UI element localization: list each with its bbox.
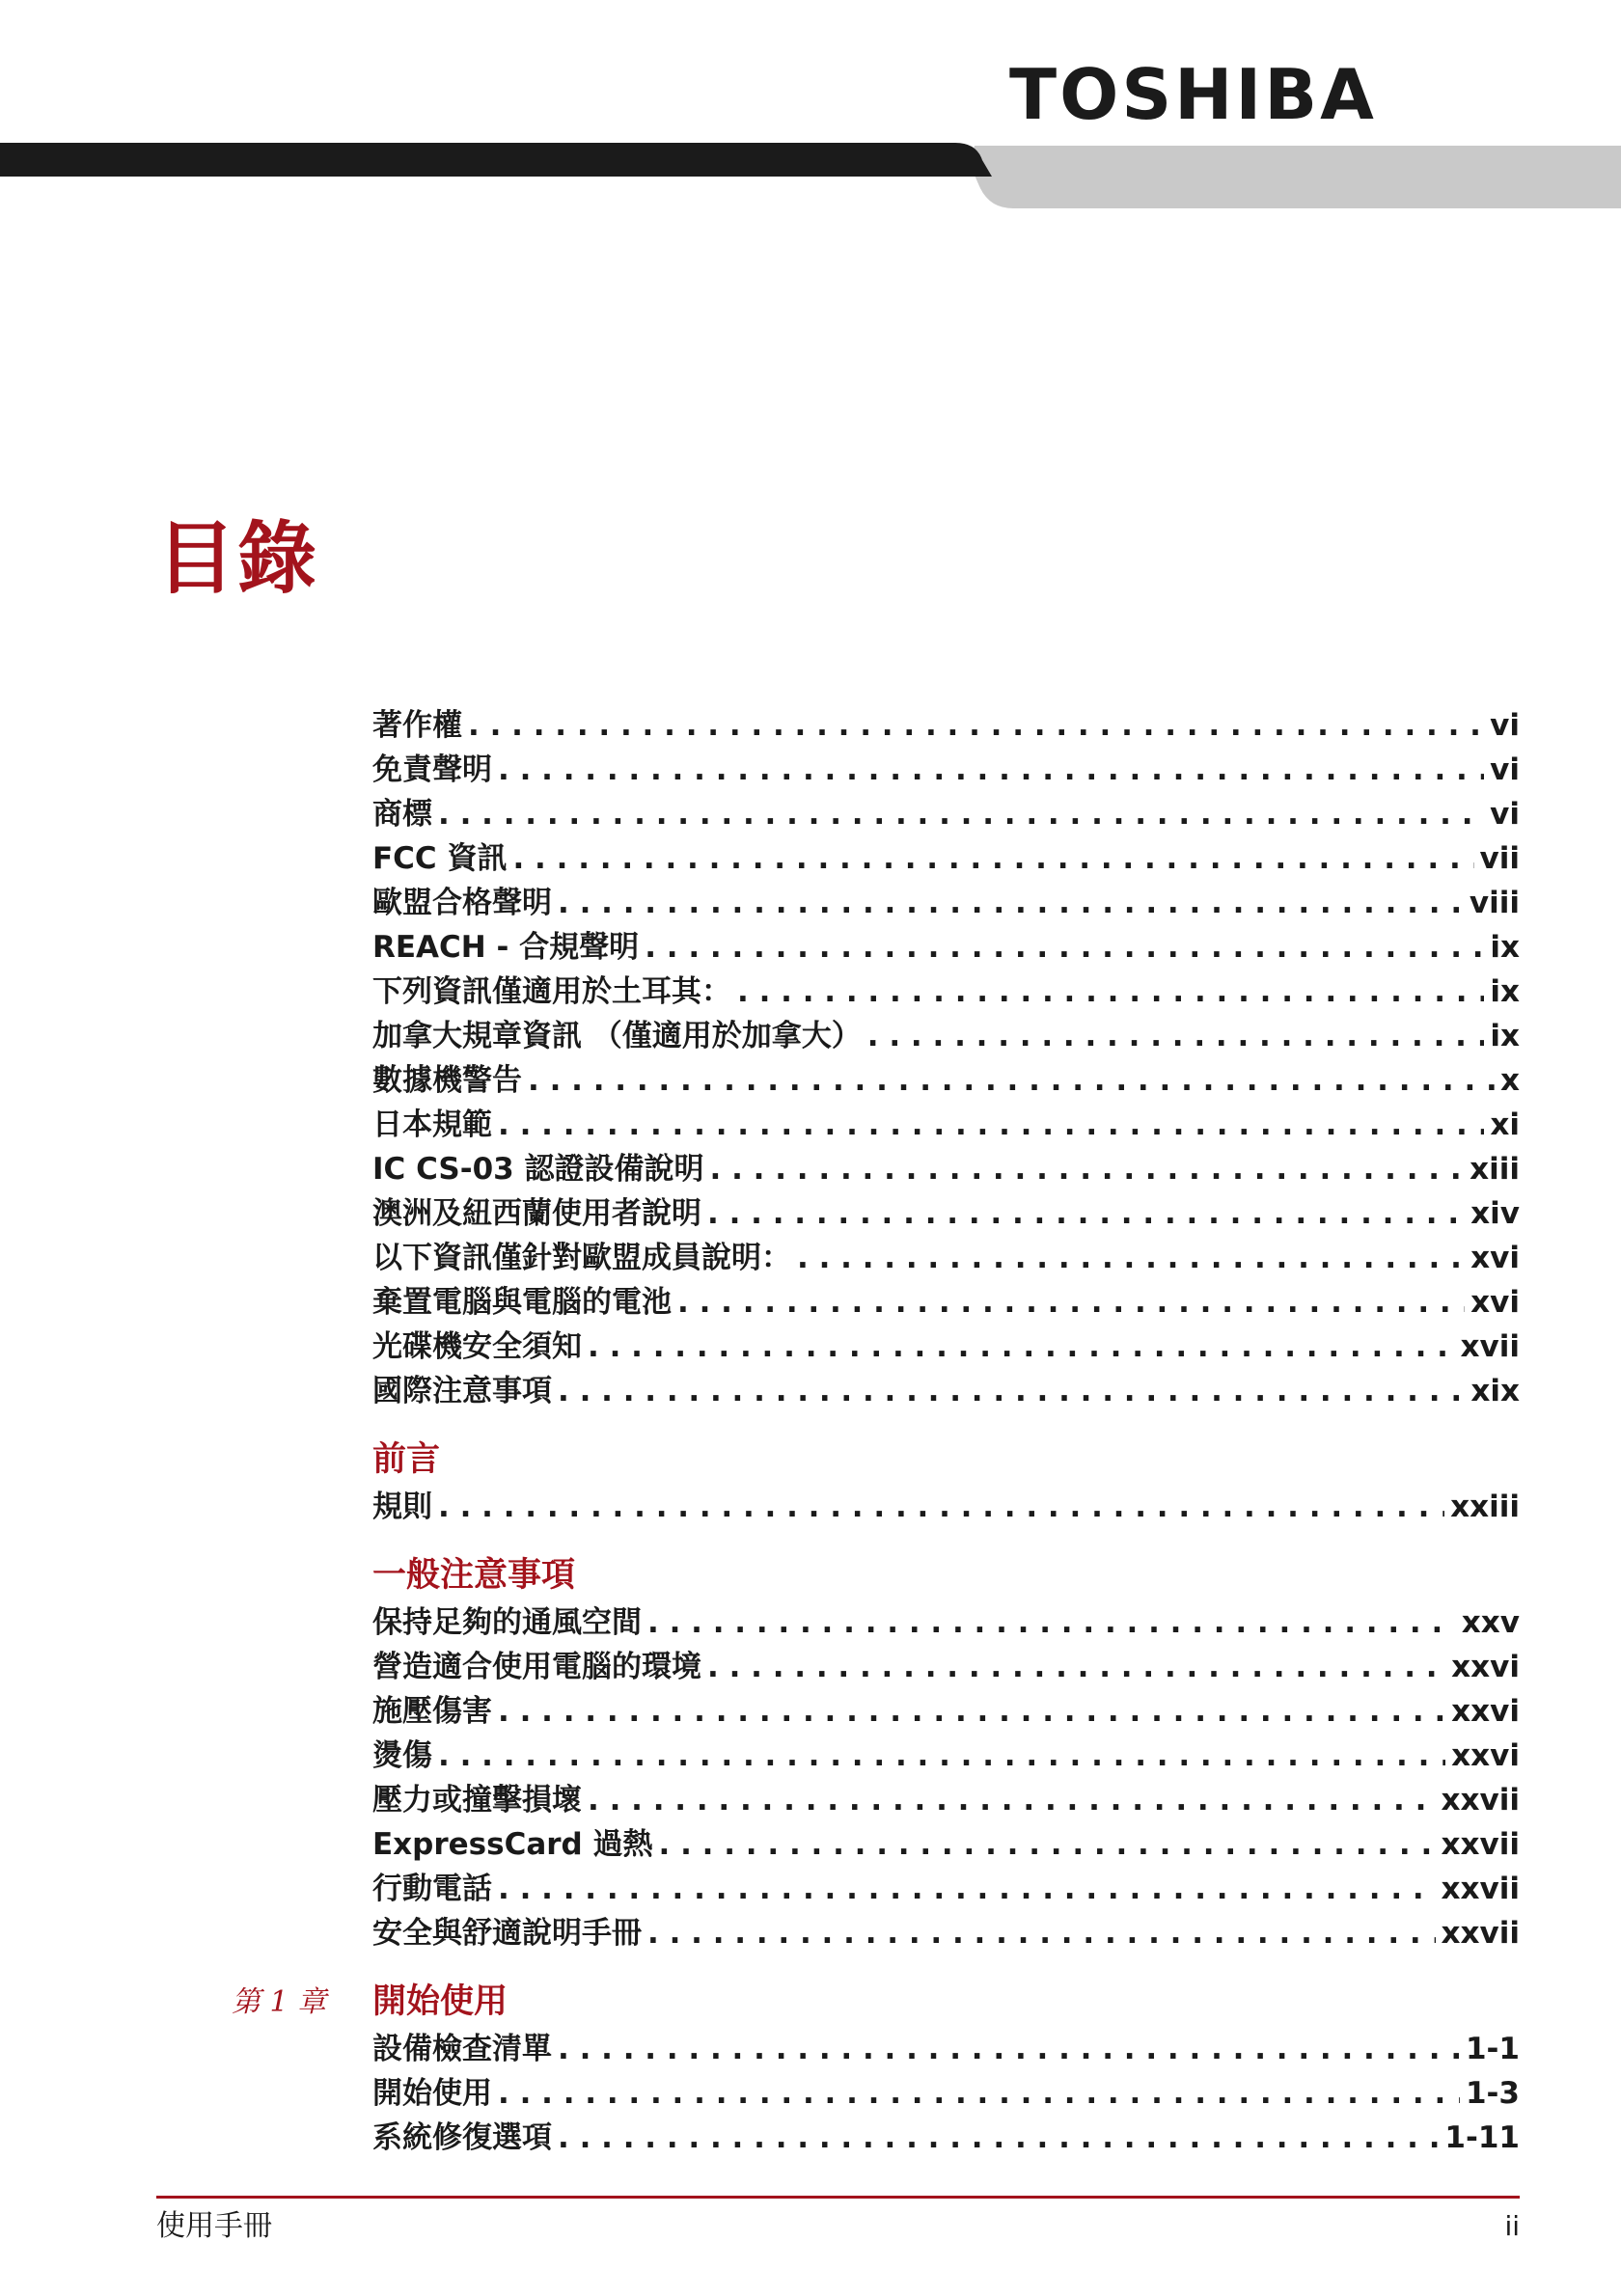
dot-leader (438, 1488, 1444, 1526)
toc-entry-label: 下列資訊僅適用於土耳其： (372, 974, 731, 1009)
toc-entry-label: REACH - 合規聲明 (372, 930, 640, 965)
toc-entry-page: xxvii (1441, 1783, 1520, 1818)
toc-entry[interactable] (372, 967, 1520, 1011)
toc-entry-label: 開始使用 (372, 2076, 492, 2111)
toc-entry-page: xi (1490, 1107, 1520, 1142)
dot-leader (647, 1914, 1436, 1953)
toc-entry[interactable] (372, 1686, 1520, 1731)
toc-entry-label: 日本規範 (372, 1107, 492, 1142)
toc-entry-page: viii (1469, 886, 1520, 920)
toc-entry-page: vi (1490, 752, 1520, 787)
toc-entry-label: 系統修復選項 (372, 2120, 552, 2155)
toc-entry-label: 燙傷 (372, 1738, 432, 1773)
header-swoosh-band (0, 143, 1621, 210)
footer-page-number: ii (1504, 2210, 1520, 2242)
toc-entry-page: 1-3 (1465, 2076, 1520, 2111)
dot-leader (438, 1736, 1445, 1775)
dot-leader (867, 1017, 1485, 1055)
toc-entry-page: xxvii (1441, 1827, 1520, 1862)
toc-entry-label: 著作權 (372, 708, 462, 743)
dot-leader (438, 795, 1484, 834)
toc-entry[interactable] (372, 1189, 1520, 1233)
toc-entry-label: 設備檢查清單 (372, 2032, 552, 2066)
toc-entry[interactable] (372, 1731, 1520, 1775)
toc-entry[interactable] (372, 1322, 1520, 1366)
toc-entry[interactable] (372, 2113, 1520, 2157)
toc-entry-page: xxvi (1451, 1738, 1520, 1773)
toc-entry-list (232, 2024, 1520, 2157)
dot-leader (710, 1150, 1465, 1189)
dot-leader (498, 751, 1484, 789)
toc-entry-label: 壓力或撞擊損壞 (372, 1783, 582, 1818)
toc-entry[interactable] (372, 922, 1520, 967)
dot-leader (588, 1781, 1436, 1819)
dot-leader (498, 1106, 1484, 1144)
toc-group-header (232, 1980, 1520, 2024)
toc-group-header (232, 1437, 1520, 1482)
toc-group (232, 700, 1520, 1410)
toc-entry-page: ix (1490, 930, 1520, 965)
toc-entry-label: ExpressCard 過熱 (372, 1827, 653, 1862)
dot-leader (707, 1194, 1465, 1233)
dot-leader (528, 1061, 1495, 1100)
toc-entry[interactable] (372, 700, 1520, 745)
toc-entry-page: ix (1490, 974, 1520, 1009)
toc-entry-page: ix (1490, 1019, 1520, 1053)
toc-entry[interactable] (372, 1277, 1520, 1322)
toc-entry-label: 保持足夠的通風空間 (372, 1605, 642, 1640)
toc-entry-page: xiv (1470, 1196, 1520, 1231)
section-heading-link[interactable]: 開始使用 (372, 1982, 508, 2021)
toc-entry-label: 商標 (372, 797, 432, 832)
toc-entry[interactable] (372, 1366, 1520, 1410)
toc-entry-page: xxv (1461, 1605, 1520, 1640)
toc-group-header (232, 1553, 1520, 1598)
toc-entry-page: xiii (1470, 1152, 1520, 1187)
toc-entry-label: 以下資訊僅針對歐盟成員說明： (372, 1241, 791, 1275)
dot-leader (558, 2118, 1439, 2157)
dot-leader (498, 1692, 1445, 1731)
dot-leader (558, 884, 1464, 922)
dot-leader (498, 2074, 1460, 2113)
toc-group (232, 1553, 1520, 1953)
toc-entry-page: xvi (1470, 1241, 1520, 1275)
toc-entry[interactable] (372, 1642, 1520, 1686)
dot-leader (659, 1825, 1436, 1864)
dot-leader (737, 972, 1484, 1011)
toc-entry-list (232, 700, 1520, 1410)
toc-entry-label: 國際注意事項 (372, 1374, 552, 1408)
toc-entry-label: 澳洲及紐西蘭使用者說明 (372, 1196, 701, 1231)
dot-leader (498, 1870, 1436, 1908)
toc-entry-label: IC CS-03 認證設備說明 (372, 1152, 704, 1187)
toc-entry[interactable] (372, 1775, 1520, 1819)
dot-leader (588, 1327, 1455, 1366)
toc-entry-label: 棄置電腦與電腦的電池 (372, 1285, 672, 1320)
toc-entry[interactable] (372, 1908, 1520, 1953)
toc-entry-label: 歐盟合格聲明 (372, 886, 552, 920)
toc-entry[interactable] (372, 834, 1520, 878)
dot-leader (468, 706, 1484, 745)
toc-entry[interactable] (372, 1100, 1520, 1144)
toc-entry-page: xxvi (1451, 1650, 1520, 1684)
toc-entry[interactable] (372, 745, 1520, 789)
toc-entry-list (232, 1482, 1520, 1526)
dot-leader (558, 1372, 1465, 1410)
toc-entry-label: 行動電話 (372, 1872, 492, 1906)
toc-entry-page: xxvi (1451, 1694, 1520, 1729)
footer-manual-label: 使用手冊 (156, 2209, 272, 2243)
dot-leader (647, 1603, 1456, 1642)
toc-entry-page: vi (1490, 797, 1520, 832)
section-heading-link[interactable]: 一般注意事項 (372, 1556, 576, 1595)
toc-entry[interactable] (372, 1055, 1520, 1100)
table-of-contents (232, 700, 1520, 2157)
toc-entry-label: 規則 (372, 1490, 432, 1524)
dot-leader (707, 1648, 1445, 1686)
toc-entry-page: 1-1 (1465, 2032, 1520, 2066)
toc-entry-page: xvii (1460, 1329, 1520, 1364)
toc-entry-list (232, 1598, 1520, 1953)
toc-entry-page: xxiii (1450, 1490, 1520, 1524)
footer-rule (156, 2196, 1520, 2199)
toc-entry[interactable] (372, 1864, 1520, 1908)
toc-entry-page: xix (1470, 1374, 1520, 1408)
toc-entry-label: 安全與舒適說明手冊 (372, 1916, 642, 1951)
toc-entry-page: vii (1479, 841, 1520, 876)
toc-entry[interactable] (372, 2068, 1520, 2113)
toc-entry-page: xxvii (1441, 1872, 1520, 1906)
toc-entry-label: 數據機警告 (372, 1063, 522, 1098)
toc-entry[interactable] (372, 2024, 1520, 2068)
dot-leader (512, 839, 1473, 878)
toc-entry-label: 免責聲明 (372, 752, 492, 787)
toc-entry-label: 光碟機安全須知 (372, 1329, 582, 1364)
toc-entry-label: 加拿大規章資訊 （僅適用於加拿大） (372, 1019, 862, 1053)
toc-entry[interactable] (372, 789, 1520, 834)
dot-leader (677, 1283, 1465, 1322)
toc-entry[interactable] (372, 1598, 1520, 1642)
toc-entry-page: vi (1490, 708, 1520, 743)
toc-group (232, 1437, 1520, 1526)
toc-entry-page: xxvii (1441, 1916, 1520, 1951)
toc-entry[interactable] (372, 1482, 1520, 1526)
toc-entry[interactable] (372, 1011, 1520, 1055)
toc-entry-page: xvi (1470, 1285, 1520, 1320)
dot-leader (558, 2030, 1460, 2068)
toc-group (232, 1980, 1520, 2157)
toc-entry[interactable] (372, 1233, 1520, 1277)
chapter-label: 第 1 章 (232, 1985, 327, 2019)
toshiba-logo: TOSHIBA (1009, 54, 1377, 135)
toc-entry[interactable] (372, 1819, 1520, 1864)
toc-entry-label: 營造適合使用電腦的環境 (372, 1650, 701, 1684)
toc-entry[interactable] (372, 878, 1520, 922)
toc-entry-label: 施壓傷害 (372, 1694, 492, 1729)
section-heading-link[interactable]: 前言 (372, 1440, 441, 1479)
toc-entry-page: x (1500, 1063, 1520, 1098)
toc-entry-page: 1-11 (1444, 2120, 1520, 2155)
page-title: 目錄 (156, 513, 319, 605)
dot-leader (645, 928, 1484, 967)
toc-entry[interactable] (372, 1144, 1520, 1189)
toc-entry-label: FCC 資訊 (372, 841, 508, 876)
dot-leader (797, 1239, 1465, 1277)
